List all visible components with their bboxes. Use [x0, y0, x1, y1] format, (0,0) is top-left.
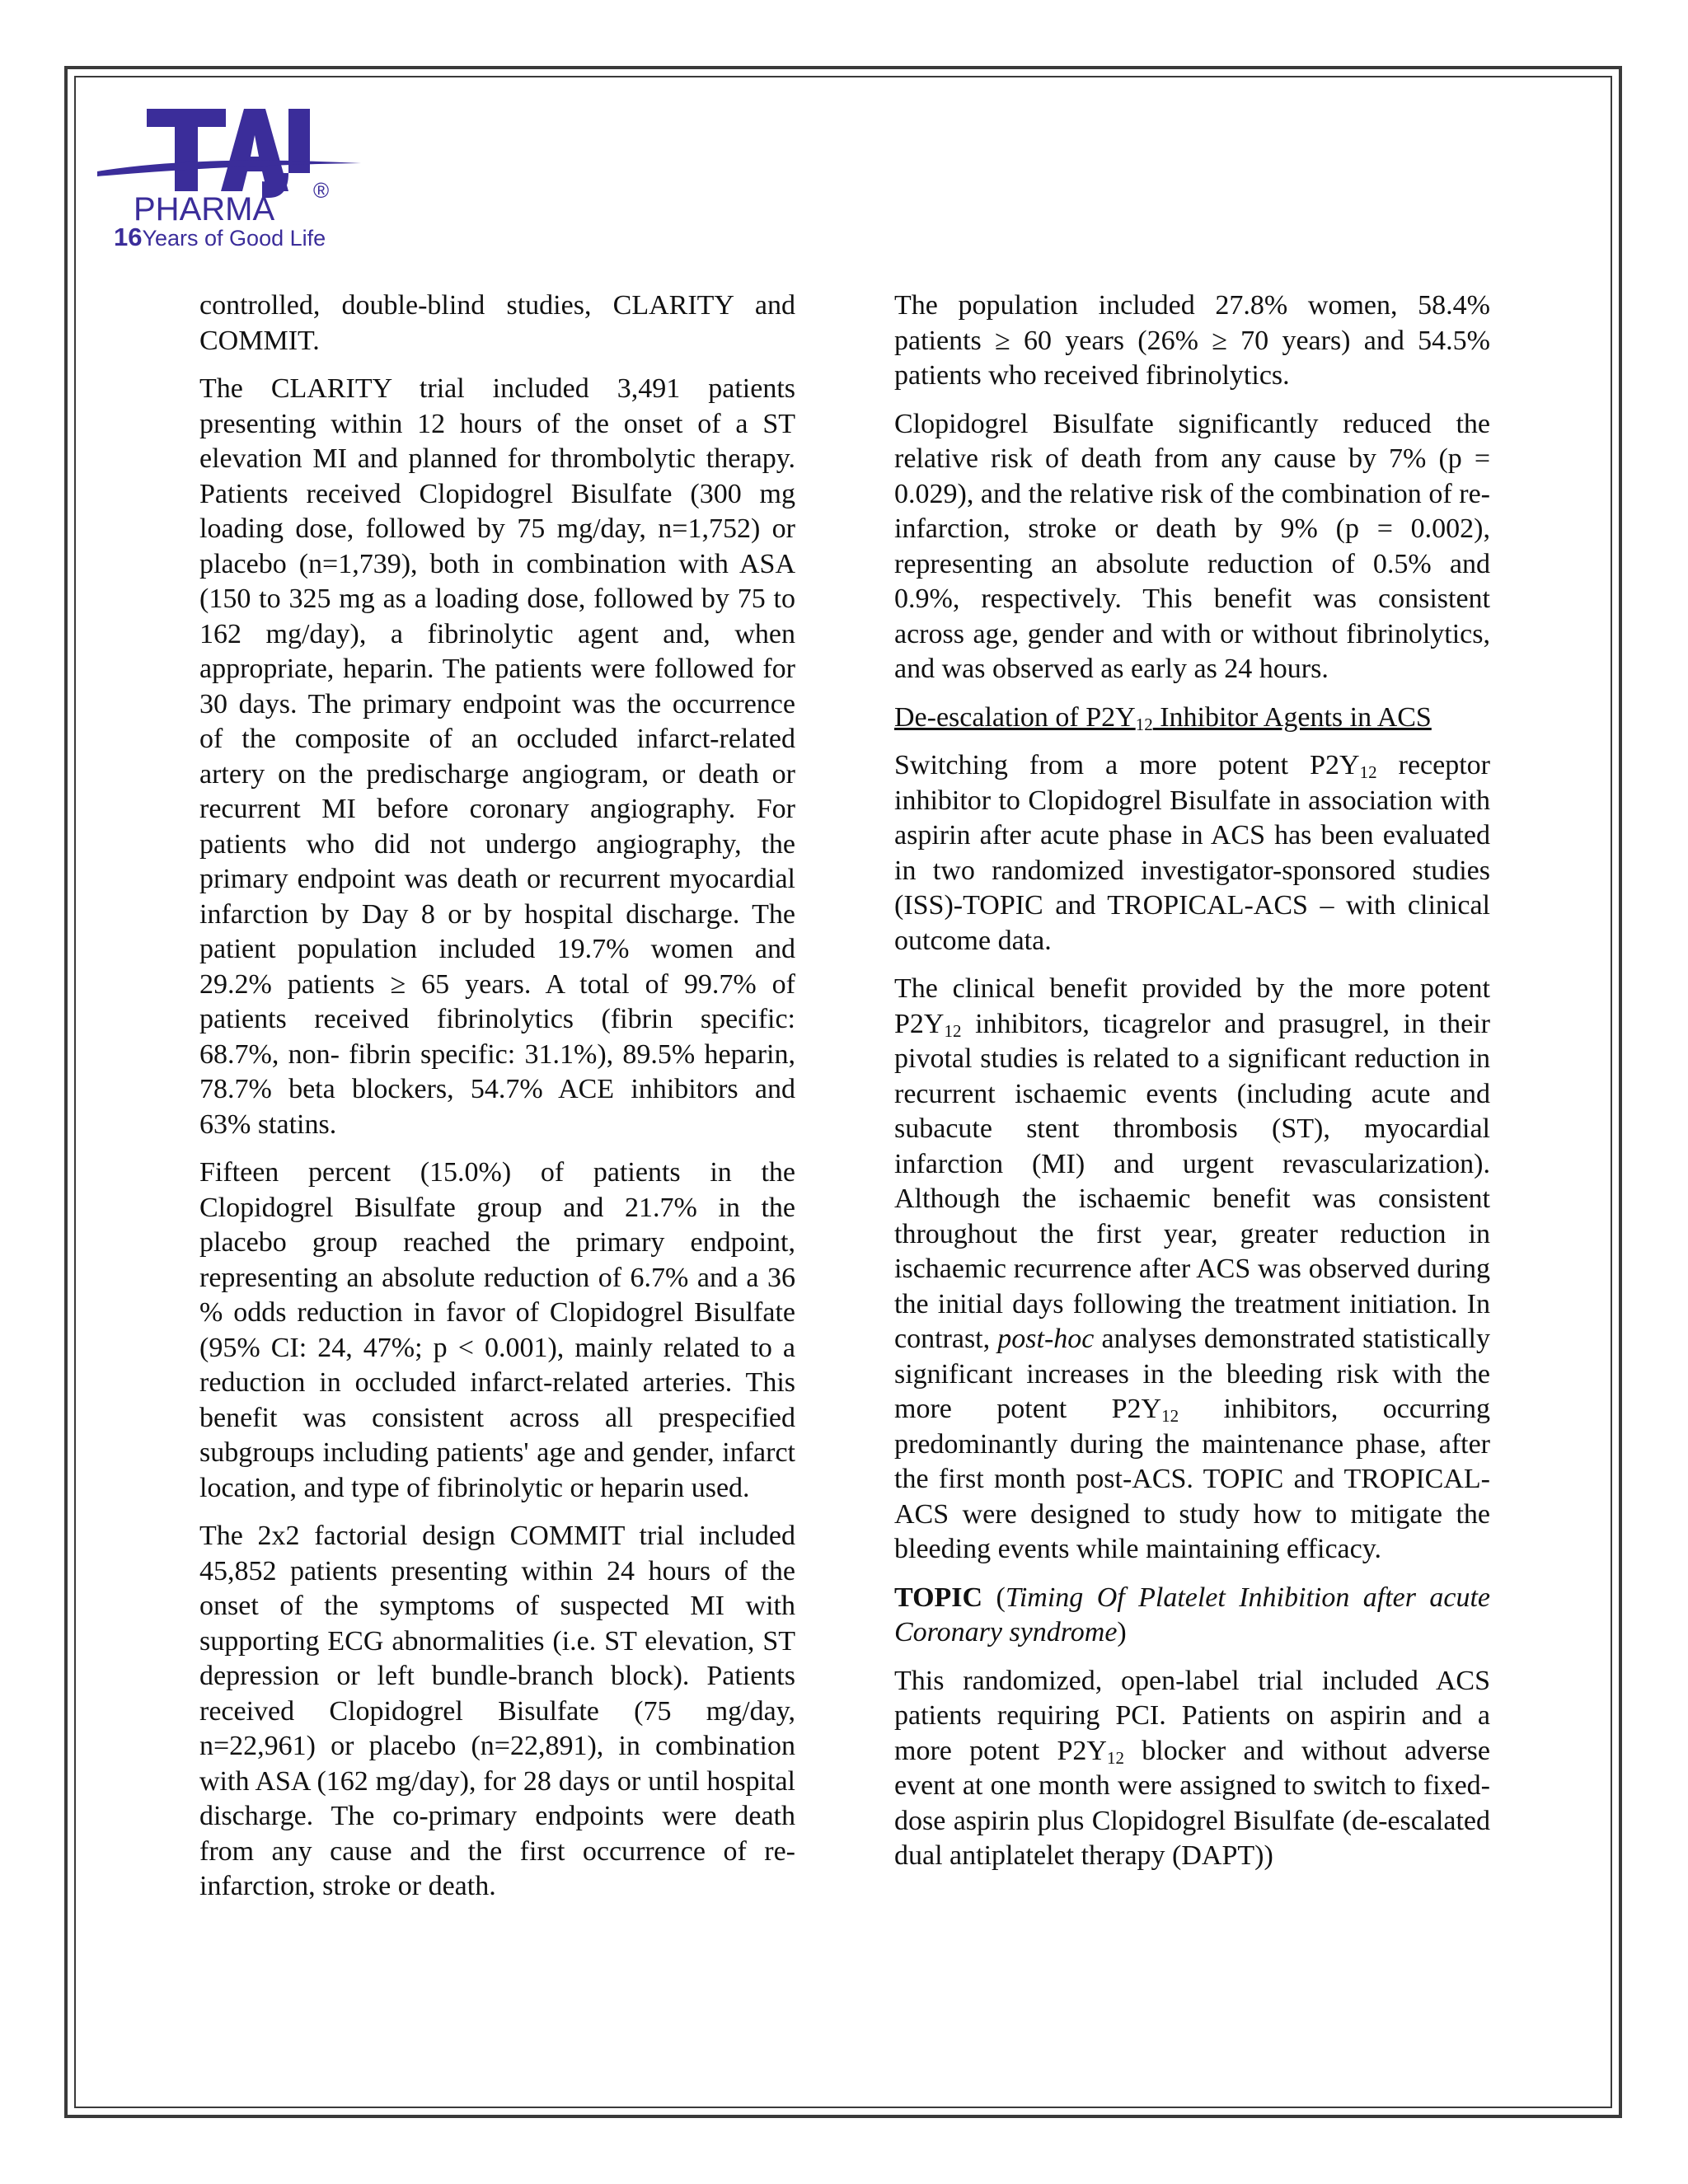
text-run: Switching from a more potent P2Y: [894, 750, 1360, 780]
paragraph-switching: [894, 748, 1490, 958]
section-heading-de-escalation: [894, 701, 1490, 736]
left-column: [199, 288, 795, 1918]
paragraph-commit-trial: The 2x2 factorial design COMMIT trial included 45,852 patients presenting within 24 hours of the onset of the symptoms of suspected MI with supporting ECG abnormalities (i.e. ST elevation, ST depression or left bundle-branch block). Patients received Clopidogrel Bisulfate (75 mg/day, n=22,961) or placebo (n=22,891), in combination with ASA (162 mg/day), for 28 days or until hospital discharge. The co-primary endpoints were death from any cause and the first occurrence of re-infarction, stroke or death.: [199, 1521, 795, 1901]
subscript: 12: [1161, 1406, 1179, 1426]
text-run: inhibitors, occurring predominantly during the maintenance phase, after the first month post-ACS. TOPIC and TROPICAL-ACS were designed to study how to mitigate the bleeding events while maintaining efficacy.: [894, 1394, 1490, 1564]
text-run: blocker and without adverse event at one month were assigned to switch to fixed-dose aspirin plus Clopidogrel Bisulfate (de-escalated dual antiplatelet therapy (DAPT)): [894, 1735, 1490, 1871]
right-column: [894, 288, 1490, 1887]
text-run: This randomized, open-label trial included ACS patients requiring PCI. Patients on aspirin and a more potent P2Y: [894, 1665, 1490, 1766]
text-run: The clinical benefit provided by the more potent P2Y: [894, 973, 1490, 1039]
logo-years-number: 16: [114, 223, 143, 251]
paragraph-commit-results: Clopidogrel Bisulfate significantly reduced the relative risk of death from any cause by 7% (p = 0.029), and the relative risk of the combination of re-infarction, stroke or death by 9% (p = 0.002), representing an absolute reduction of 0.5% and 0.9%, respectively. This benefit was consistent across age, gender and with or without fibrinolytics, and was observed as early as 24 hours.: [894, 408, 1490, 684]
text-run: analyses demonstrated statistically significant increases in the bleeding risk with the more potent P2Y: [894, 1324, 1490, 1424]
text-run: receptor inhibitor to Clopidogrel Bisulfate in association with aspirin after acute phase in ACS has been evaluated in two randomized investigator-sponsored studies (ISS)-TOPIC and TROPICAL-ACS – with clinical outcome data.: [894, 750, 1490, 956]
logo-pharma-text: PHARMA: [134, 191, 275, 227]
taj-pharma-logo: [97, 105, 369, 250]
subscript: 12: [944, 1020, 962, 1041]
heading-subscript: 12: [1135, 714, 1153, 734]
paragraph-clarity-trial: The CLARITY trial included 3,491 patients presenting within 12 hours of the onset of a ST elevation MI and planned for thrombolytic therapy. Patients received Clopidogrel Bisulfate (300 mg loading dose, followed by 75 mg/day, n=1,752) or placebo (n=1,739), both in combination with ASA (150 to 325 mg as a loading dose, followed by 75 to 162 mg/day), a fibrinolytic agent and, when appropriate, heparin. The patients were followed for 30 days. The primary endpoint was the occurrence of the composite of an occluded infarct-related artery on the predischarge angiogram, or death or recurrent MI before coronary angiography. For patients who did not undergo angiography, the primary endpoint was death or recurrent myocardial infarction by Day 8 or by hospital discharge. The patient population included 19.7% women and 29.2% patients ≥ 65 years. A total of 99.7% of patients received fibrinolytics (fibrin specific: 68.7%, non- fibrin specific: 31.1%), 89.5% heparin, 78.7% beta blockers, 54.7% ACE inhibitors and 63% statins.: [199, 373, 795, 1140]
heading-text-end: Inhibitor Agents in ACS: [1152, 701, 1432, 733]
paragraph-clarity-results: Fifteen percent (15.0%) of patients in the Clopidogrel Bisulfate group and 21.7% in the placebo group reached the primary endpoint, representing an absolute reduction of 6.7% and a 36 % odds reduction in favor of Clopidogrel Bisulfate (95% CI: 24, 47%; p < 0.001), mainly related to a reduction in occluded infarct-related arteries. This benefit was consistent across all prespecified subgroups including patients' age and gender, infarct location, and type of fibrinolytic or heparin used.: [199, 1157, 795, 1503]
logo-years-text: Years of Good Life: [142, 226, 326, 251]
paragraph-commit-population: The population included 27.8% women, 58.4% patients ≥ 60 years (26% ≥ 70 years) and 54.5% patients who received fibrinolytics.: [894, 290, 1490, 391]
paragraph-intro: controlled, double-blind studies, CLARITY and COMMIT.: [199, 290, 795, 356]
paren-close: ): [1117, 1617, 1127, 1647]
subscript: 12: [1359, 762, 1377, 782]
logo-tagline: [114, 223, 326, 252]
heading-text: De-escalation of P2Y: [894, 701, 1136, 733]
italic-term: post-hoc: [997, 1324, 1095, 1354]
paragraph-topic-description: [894, 1664, 1490, 1874]
subscript: 12: [1106, 1747, 1124, 1768]
topic-heading: [894, 1581, 1490, 1651]
paren-open: (: [982, 1582, 1006, 1613]
topic-acronym: TOPIC: [894, 1582, 983, 1613]
registered-mark: ®: [313, 178, 330, 203]
paragraph-clinical-benefit: [894, 972, 1490, 1568]
text-run: inhibitors, ticagrelor and prasugrel, in their pivotal studies is related to a significant reduction in recurrent ischaemic events (including acute and subacute stent thrombosis (ST), myocardial infarction (MI) and urgent revascularization). Although the ischaemic benefit was consistent throughout the first year, greater reduction in ischaemic recurrence after ACS was observed during the initial days following the treatment initiation. In contrast,: [894, 1008, 1490, 1354]
topic-full-name: Timing Of Platelet Inhibition after acute Coronary syndrome: [894, 1582, 1490, 1647]
